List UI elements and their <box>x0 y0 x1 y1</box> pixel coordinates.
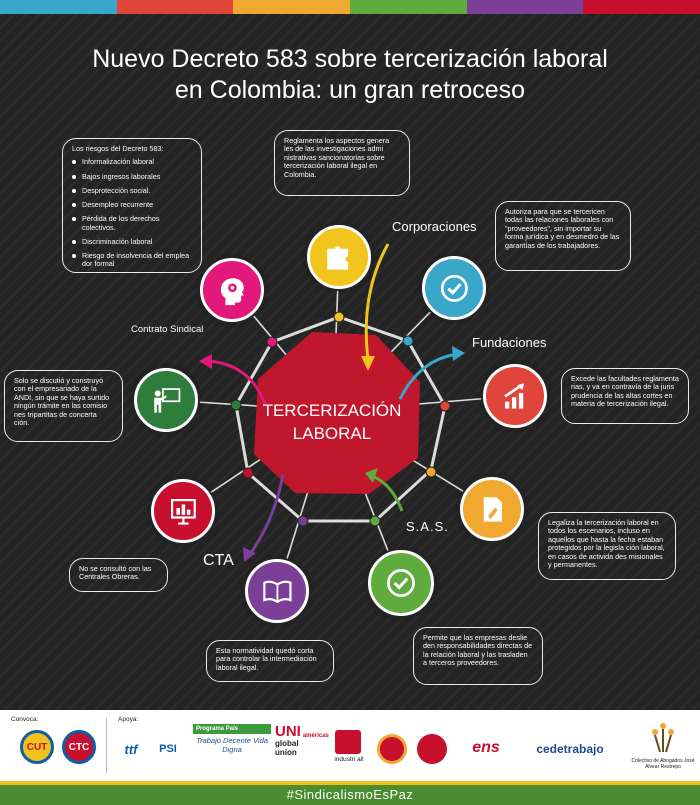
label-fundaciones: Fundaciones <box>472 335 547 350</box>
uni-global-logo <box>275 723 329 772</box>
color-bar <box>0 0 700 14</box>
psi-text: PSI <box>159 743 177 755</box>
ctc-text: CTC <box>68 741 90 753</box>
open-book-icon <box>245 559 309 623</box>
color-bar-segment <box>583 0 700 14</box>
label-corporaciones: Corporaciones <box>392 219 477 234</box>
color-bar-segment <box>117 0 234 14</box>
cut-logo <box>20 730 54 764</box>
ens-logo <box>456 734 516 762</box>
ttf-logo <box>116 738 146 760</box>
logos-band <box>0 710 700 781</box>
network-diagram <box>0 14 700 710</box>
color-bar-segment <box>467 0 584 14</box>
central-label-line-1: TERCERIZACIÓN <box>262 401 402 420</box>
cut-text: CUT <box>26 741 48 753</box>
uni-global-text: global union <box>275 739 299 757</box>
central-label-line-2: LABORAL <box>292 424 372 443</box>
head-ideas-icon <box>200 258 264 322</box>
central-label <box>247 399 417 445</box>
label-contrato-sindical: Contrato Sindical <box>131 324 204 335</box>
list-item: Riesgo de insolvencia del emplea dor formal <box>72 252 192 269</box>
label-cta: CTA <box>203 552 234 569</box>
title-line-2: en Colombia: un gran retroceso <box>174 76 526 104</box>
document-pen-icon <box>460 477 524 541</box>
puzzle-icon <box>307 225 371 289</box>
infographic-panel <box>0 14 700 710</box>
risks-heading: Los riesgos del Decreto 583: <box>72 144 164 153</box>
colectivo-text: Colectivo de Abogados José Alvear Restrepo <box>631 758 695 770</box>
ttf-text: ttf <box>124 741 138 757</box>
list-item: Informalización laboral <box>72 158 192 166</box>
programa-pais-top: Programa País <box>193 724 271 734</box>
risks-box <box>62 138 202 273</box>
list-item: Desprotección social. <box>72 187 192 195</box>
box-solo: Solo se discutió y construyó con el empresariado de la ANDI, sin que se haya surtido ningún trámite en las comisio nes tripartitas de concerta ción. <box>4 370 123 442</box>
list-item: Bajos ingresos laborales <box>72 173 192 181</box>
programa-pais-text: Trabajo Decente Vida Digna <box>196 736 268 754</box>
ens-text: ens <box>472 739 500 756</box>
color-bar-segment <box>350 0 467 14</box>
industriall-text: industri all <box>334 756 364 763</box>
union-seal-logo <box>377 734 407 764</box>
title-line-1: Nuevo Decreto 583 sobre tercerización laboral <box>92 45 608 73</box>
footer <box>0 781 700 805</box>
psi-logo <box>150 738 186 760</box>
growth-chart-icon <box>483 364 547 428</box>
box-excede: Excede las facultades reglamenta rias, y va en contravía de la juris prudencia de las altas cortes en materia de tercerización ilegal. <box>561 368 689 424</box>
box-normatividad: Esta normatividad quedó corta para controlar la intermediación laboral ilegal. <box>206 640 334 682</box>
list-item: Pérdida de los derechos colectivos. <box>72 215 192 232</box>
box-permite: Permite que las empresas deslie den responsabilidades directas de la relación laboral y las trasladen a terceros proveedores. <box>413 627 543 685</box>
convoca-label: Convoca: <box>11 716 39 723</box>
uni-text: UNI <box>275 723 301 740</box>
risks-list <box>72 158 192 268</box>
programa-pais-logo <box>193 724 271 772</box>
check-circle-icon <box>368 550 434 616</box>
separator <box>106 718 107 774</box>
box-autoriza: Autoriza para que se tercericen todas las relaciones laborales con "proveedores", sin importar su forma jurídica y en desmedro de las garantías de los trabajadores. <box>495 201 631 271</box>
list-item: Desempleo recurrente <box>72 201 192 209</box>
label-sas: S.A.S. <box>406 519 449 534</box>
fist-logo <box>417 734 447 764</box>
box-reglamenta: Reglamenta los aspectos genera les de las investigaciones admi nistrativas sancionatorias sobre tercerización laboral ilegal en Colombia. <box>274 130 410 196</box>
list-item: Discriminación laboral <box>72 238 192 246</box>
teacher-board-icon <box>134 368 198 432</box>
industriall-logo <box>327 730 371 770</box>
presentation-board-icon <box>151 479 215 543</box>
box-no-consulto: No se consultó con las Centrales Obreras. <box>69 558 168 592</box>
apoya-label: Apoya: <box>118 716 139 723</box>
hashtag: #SindicalismoEsPaz <box>0 785 700 805</box>
check-badge-icon <box>422 256 486 320</box>
uni-americas-text: américas <box>302 733 329 739</box>
ctc-logo <box>62 730 96 764</box>
cedetrabajo-logo <box>522 738 618 760</box>
color-bar-segment <box>0 0 117 14</box>
cedetrabajo-text: cedetrabajo <box>536 742 604 756</box>
box-legaliza: Legaliza la tercerización laboral en todos los escenarios, incluso en aquellos que hasta la fecha estaban protegidos por la legisla ción laboral, en casos de activida des misionales y permanentes. <box>538 512 676 580</box>
colectivo-logo <box>628 722 698 780</box>
color-bar-segment <box>233 0 350 14</box>
